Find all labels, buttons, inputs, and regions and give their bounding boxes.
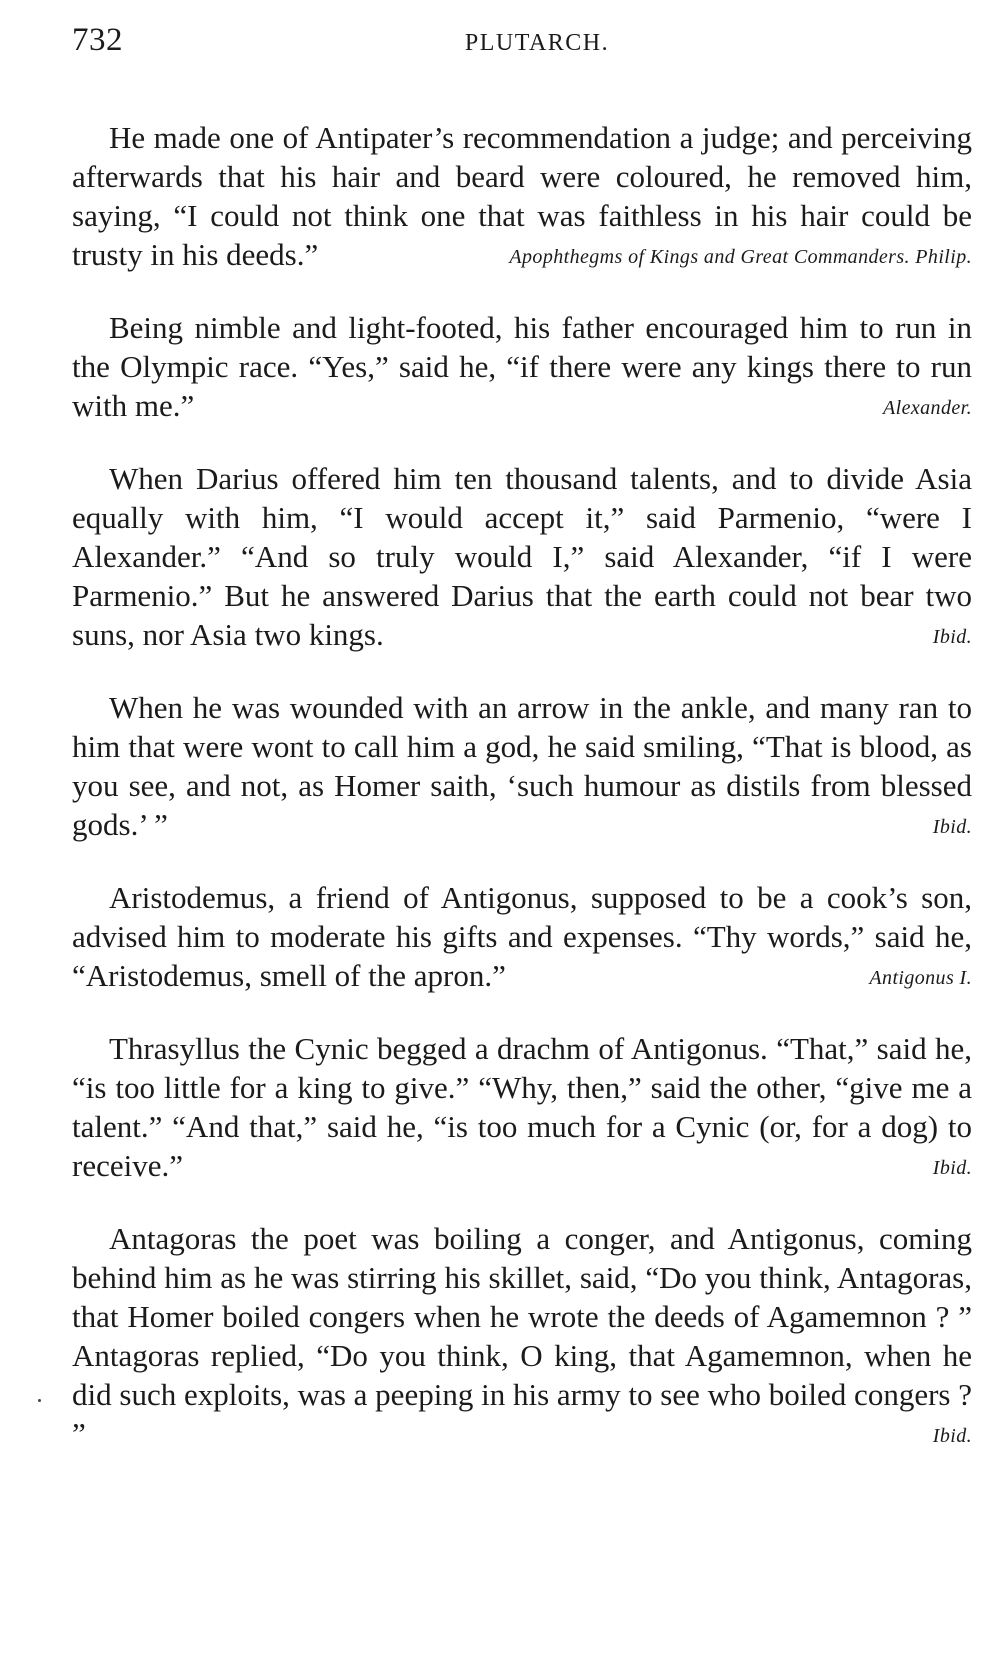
- source-citation: Antigonus I.: [869, 967, 972, 989]
- anecdote-paragraph: [72, 1219, 972, 1456]
- anecdote-text: Antagoras the poet was boiling a conger, and Antigonus, coming behind him as he was stirring his skillet, said, “Do you think, Antagoras, that Homer boiled congers when he wrote the deeds of Agamemnon ? ” Antagoras replied, “Do you think, O king, that Agamemnon, when he did such exploits, was a peeping in his army to see who boiled congers ? ”: [72, 1221, 972, 1451]
- anecdote-paragraph: [72, 1029, 972, 1188]
- anecdote-text: Being nimble and light-footed, his father encouraged him to run in the Olympic race. “Yes,” said he, “if there were any kings there to run with me.”: [72, 310, 972, 423]
- anecdote-text: Thrasyllus the Cynic begged a drachm of Antigonus. “That,” said he, “is too little for a king to give.” “Why, then,” said the other, “give me a talent.” “And that,” said he, “is too much for a Cynic (or, for a dog) to receive.”: [72, 1031, 972, 1183]
- book-page: [72, 22, 972, 1472]
- source-citation: Ibid.: [932, 816, 972, 838]
- source-citation: Ibid.: [932, 1425, 972, 1447]
- running-head: [72, 22, 972, 72]
- margin-mark: [38, 1399, 41, 1402]
- source-citation: Ibid.: [932, 1157, 972, 1179]
- source-citation: Alexander.: [883, 397, 972, 419]
- anecdote-paragraph: [72, 308, 972, 428]
- anecdote-paragraph: [72, 459, 972, 657]
- anecdote-paragraph: [72, 688, 972, 847]
- anecdote-text: Aristodemus, a friend of Antigonus, supposed to be a cook’s son, advised him to moderate his gifts and expenses. “Thy words,” said he, “Aristodemus, smell of the apron.”: [72, 880, 972, 993]
- source-citation: Apophthegms of Kings and Great Commanders. Philip.: [509, 246, 972, 268]
- anecdote-list: [72, 118, 972, 1456]
- running-title: PLUTARCH.: [464, 30, 610, 56]
- anecdote-paragraph: [72, 878, 972, 998]
- anecdote-text: He made one of Antipater’s recommendation a judge; and perceiving afterwards that his hair and beard were coloured, he removed him, saying, “I could not think one that was faithless in his hair could be trusty in his deeds.”: [72, 120, 972, 272]
- anecdote-text: When he was wounded with an arrow in the ankle, and many ran to him that were wont to call him a god, he said smiling, “That is blood, as you see, and not, as Homer saith, ‘such humour as distils from blessed gods.’ ”: [72, 690, 972, 842]
- anecdote-text: When Darius offered him ten thousand talents, and to divide Asia equally with him, “I would accept it,” said Parmenio, “were I Alexander.” “And so truly would I,” said Alexander, “if I were Parmenio.” But he answered Darius that the earth could not bear two suns, nor Asia two kings.: [72, 461, 972, 652]
- anecdote-paragraph: [72, 118, 972, 277]
- page-number: 732: [72, 22, 123, 58]
- source-citation: Ibid.: [932, 626, 972, 648]
